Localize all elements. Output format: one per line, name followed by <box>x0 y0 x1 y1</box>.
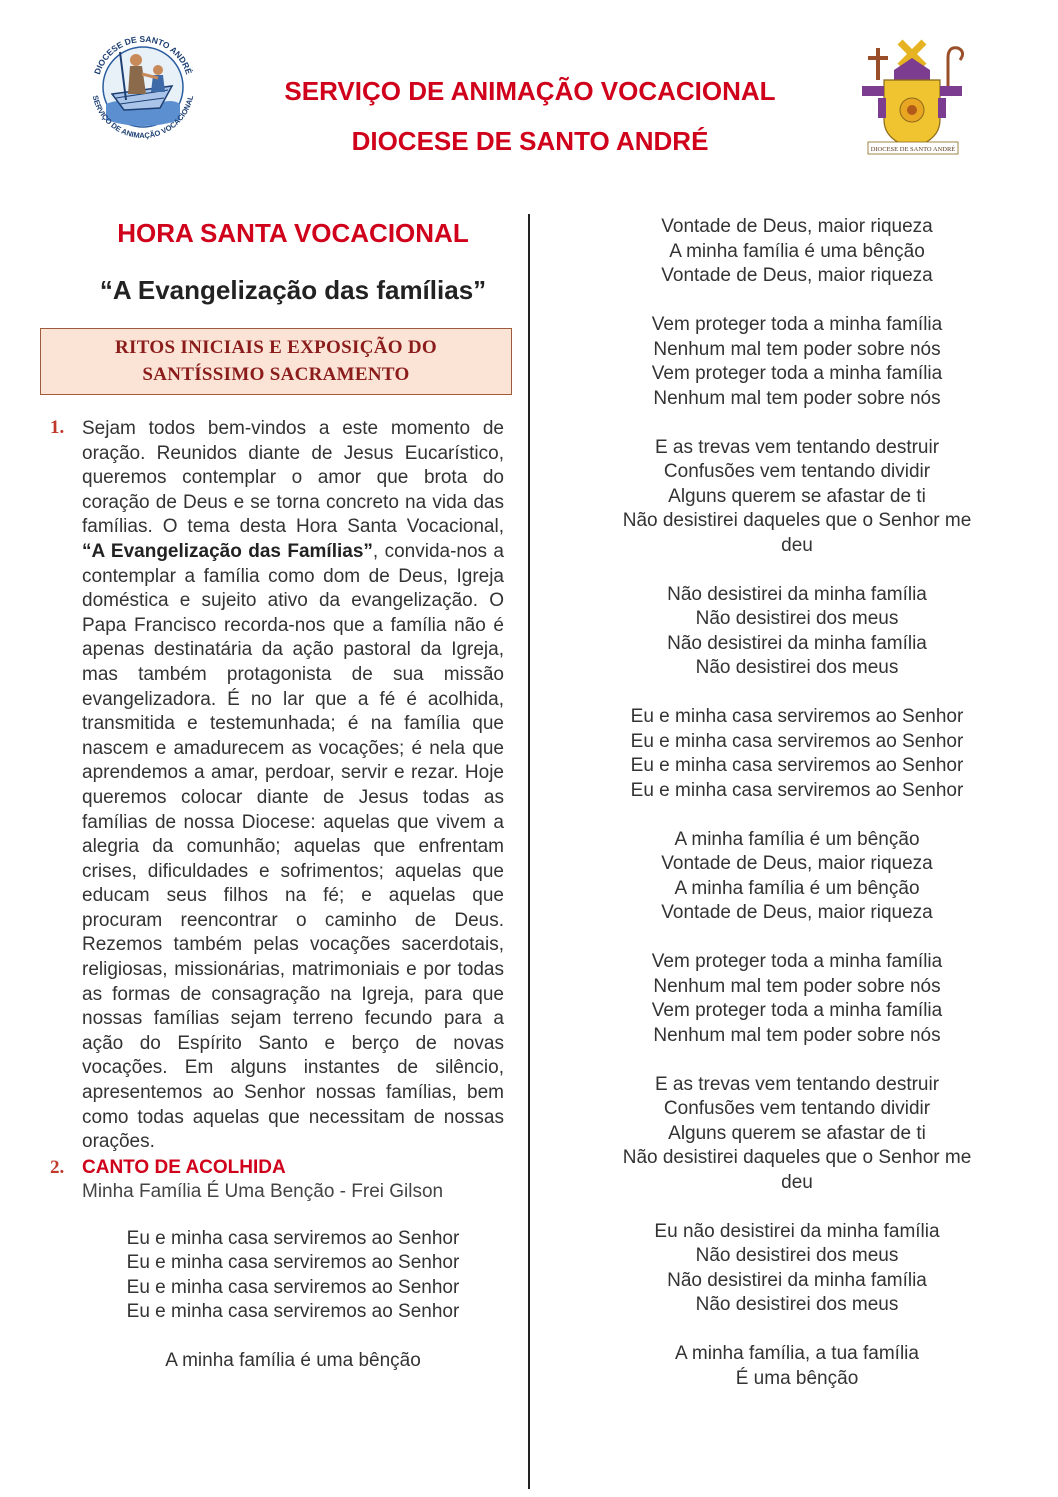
lyric-line: Eu e minha casa serviremos ao Senhor <box>630 779 964 801</box>
lyric-line: Não desistirei da minha família <box>667 1269 927 1291</box>
logo-left-arc-bottom: SERVIÇO DE ANIMAÇÃO VOCACIONAL <box>90 94 196 141</box>
lyric-line: Nenhum mal tem poder sobre nós <box>653 975 941 997</box>
lyric-stanza <box>597 950 997 1048</box>
lyric-line: Não desistirei da minha família <box>667 632 927 654</box>
lyric-line: Confusões vem tentando dividir <box>663 1098 931 1119</box>
lyrics-right <box>597 215 997 1391</box>
lyric-line: deu <box>781 1171 813 1193</box>
lyric-line: Vem proteger toda a minha família <box>651 363 943 384</box>
lyric-line: Eu e minha casa serviremos ao Senhor <box>630 730 964 752</box>
lyric-line: Nenhum mal tem poder sobre nós <box>653 338 941 360</box>
lyric-line: A minha família é uma bênção <box>165 1350 421 1372</box>
lyrics-left <box>82 1227 504 1374</box>
lyric-line: Vem proteger toda a minha família <box>651 951 943 972</box>
lyric-stanza <box>597 1342 997 1391</box>
item-2 <box>50 1156 504 1203</box>
welcome-text-b: , convida-nos a contemplar a família como dom de Deus, Igreja doméstica e sujeito ativo da evangelização. O Papa Francisco recorda-nos que a família não é apenas destinatária da ação pastoral da Igreja, mas também protagonista de sua missão evangelizadora. É no lar que a fé é acolhida, transmitida e testemunhada; é na família que nascem e amadurecem as vocações; é nela que aprendemos a amar, perdoar, servir e rezar. Hoje queremos colocar diante de Jesus todas as famílias de nossa Diocese: aquelas que vivem a alegria da comunhão; aquelas que enfrentam crises, dificuldades e sofrimentos; aquelas que educam seus filhos na fé; e aquelas que procuram reencontrar o caminho de Deus. Rezemos também pelas vocações sacerdotais, religiosas, missionárias, matrimoniais e por todas as formas de consagração na Igreja, para que nossas famílias sejam terreno fecundo para a ação do Espírito Santo e berço de novas vocações. Em alguns instantes de silêncio, apresentemos ao Senhor nossas famílias, bem como todas aquelas que necessitam de nossas orações. <box>82 540 504 1153</box>
lyric-line: Vontade de Deus, maior riqueza <box>661 265 933 286</box>
lyric-stanza <box>597 828 997 926</box>
diocese-coat-of-arms <box>848 36 978 160</box>
arms-motto: DIOCESE DE SANTO ANDRÉ <box>870 146 956 153</box>
hora-santa-title: HORA SANTA VOCACIONAL <box>117 218 469 248</box>
lyric-stanza <box>82 1349 504 1374</box>
lyric-line: Eu e minha casa serviremos ao Senhor <box>126 1252 460 1274</box>
lyric-line: Alguns querem se afastar de ti <box>668 485 926 507</box>
lyric-line: Não desistirei dos meus <box>695 1245 899 1266</box>
item-2-number: 2. <box>50 1156 65 1178</box>
lyric-stanza <box>597 705 997 803</box>
lyric-line: Não desistirei dos meus <box>695 657 899 678</box>
org-title-line2: DIOCESE DE SANTO ANDRÉ <box>351 126 709 156</box>
item-1 <box>50 417 504 1155</box>
rites-heading-box <box>40 328 512 395</box>
lyric-line: Eu e minha casa serviremos ao Senhor <box>126 1301 460 1323</box>
lyric-line: Vontade de Deus, maior riqueza <box>661 902 933 923</box>
lyric-line: Confusões vem tentando dividir <box>663 461 931 482</box>
canto-reference: Minha Família É Uma Benção - Frei Gilson <box>82 1180 444 1202</box>
lyric-line: A minha família é um bênção <box>674 828 920 850</box>
lyric-line: Vem proteger toda a minha família <box>651 314 943 335</box>
lyric-line: Não desistirei da minha família <box>667 583 927 605</box>
rites-heading-line2: SANTÍSSIMO SACRAMENTO <box>142 364 410 385</box>
lyric-line: Vontade de Deus, maior riqueza <box>661 853 933 874</box>
lyric-line: Eu não desistirei da minha família <box>654 1220 940 1242</box>
lyric-stanza <box>82 1227 504 1325</box>
lyric-line: A minha família, a tua família <box>675 1343 919 1364</box>
lyric-line: A minha família é um bênção <box>674 877 920 899</box>
welcome-paragraph <box>82 417 504 1155</box>
lyric-stanza <box>597 313 997 411</box>
lyric-line: Eu e minha casa serviremos ao Senhor <box>126 1227 460 1249</box>
lyric-line: Eu e minha casa serviremos ao Senhor <box>630 755 964 776</box>
lyric-stanza <box>597 1073 997 1196</box>
vocation-service-logo <box>80 24 206 150</box>
welcome-text-a: Sejam todos bem-vindos a este momento de oração. Reunidos diante de Jesus Eucarístico, queremos contemplar o amor que brota do coração de Deus e se torna concreto na vida das famílias. O tema desta Hora Santa Vocacional, <box>82 418 504 538</box>
lyric-line: Nenhum mal tem poder sobre nós <box>653 387 941 409</box>
lyric-stanza <box>597 215 997 289</box>
org-title-line1: SERVIÇO DE ANIMAÇÃO VOCACIONAL <box>284 76 776 106</box>
lyric-line: Alguns querem se afastar de ti <box>668 1122 926 1144</box>
lyric-line: deu <box>781 534 813 556</box>
hora-santa-subtitle: “A Evangelização das famílias” <box>99 275 487 305</box>
lyric-line: Não desistirei dos meus <box>695 1294 899 1315</box>
lyric-line: Não desistirei dos meus <box>695 608 899 629</box>
logo-left-arc-top: DIOCESE DE SANTO ANDRÉ <box>91 33 195 76</box>
lyric-stanza <box>597 1220 997 1318</box>
lyric-line: Vontade de Deus, maior riqueza <box>661 216 933 237</box>
lyric-stanza <box>597 583 997 681</box>
lyric-line: Eu e minha casa serviremos ao Senhor <box>630 706 964 727</box>
lyric-line: Não desistirei daqueles que o Senhor me <box>622 1147 972 1168</box>
lyric-line: Vem proteger toda a minha família <box>651 1000 943 1021</box>
lyric-stanza <box>597 436 997 559</box>
rites-heading-line1: RITOS INICIAIS E EXPOSIÇÃO DO <box>115 337 437 358</box>
column-divider <box>528 214 530 1489</box>
canto-title: CANTO DE ACOLHIDA <box>82 1156 286 1178</box>
lyric-line: Não desistirei daqueles que o Senhor me <box>622 510 972 531</box>
item-1-number: 1. <box>50 417 65 438</box>
lyric-line: Nenhum mal tem poder sobre nós <box>653 1024 941 1046</box>
lyric-line: Eu e minha casa serviremos ao Senhor <box>126 1276 460 1298</box>
welcome-theme-bold: “A Evangelização das Famílias” <box>82 540 373 562</box>
left-column <box>50 210 504 1374</box>
lyric-line: É uma bênção <box>735 1367 859 1389</box>
lyric-line: E as trevas vem tentando destruir <box>654 436 940 458</box>
lyric-line: E as trevas vem tentando destruir <box>654 1073 940 1095</box>
lyric-line: A minha família é uma bênção <box>669 240 925 262</box>
